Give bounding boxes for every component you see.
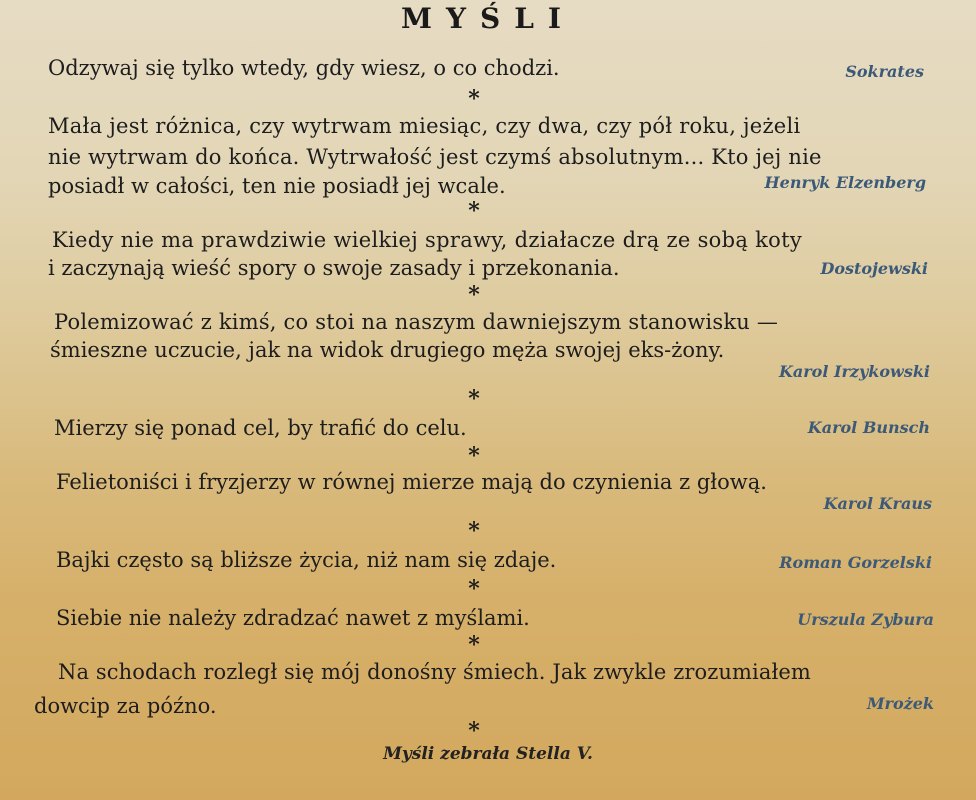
quote-4-author: Karol Irzykowski bbox=[778, 362, 930, 381]
quote-9-line-1: Na schodach rozległ się mój donośny śmiech. Jak zwykle zrozumiałem bbox=[58, 660, 811, 684]
separator-star: * bbox=[468, 282, 480, 308]
quote-3-author: Dostojewski bbox=[820, 259, 928, 278]
quote-4-line-1: Polemizować z kimś, co stoi na naszym dawniejszym stanowisku — bbox=[54, 310, 779, 334]
quote-7-line-1: Bajki często są bliższe życia, niż nam się zdaje. bbox=[56, 548, 557, 572]
quote-2-line-3: posiadł w całości, ten nie posiadł jej wcale. bbox=[48, 174, 506, 198]
quote-6-author: Karol Kraus bbox=[823, 494, 932, 513]
separator-star: * bbox=[468, 718, 480, 744]
quote-1-line-1: Odzywaj się tylko wtedy, gdy wiesz, o co chodzi. bbox=[48, 56, 560, 80]
separator-star: * bbox=[468, 576, 480, 602]
separator-star: * bbox=[468, 443, 480, 469]
page-title: MYŚLI bbox=[401, 2, 575, 35]
footer-credit: Myśli zebrała Stella V. bbox=[383, 744, 593, 764]
quote-6-line-1: Felietoniści i fryzjerzy w równej mierze mają do czynienia z głową. bbox=[56, 470, 767, 494]
separator-star: * bbox=[468, 386, 480, 412]
quote-3-line-1: Kiedy nie ma prawdziwie wielkiej sprawy, działacze drą ze sobą koty bbox=[52, 228, 803, 252]
separator-star: * bbox=[468, 86, 480, 112]
quote-8-author: Urszula Zybura bbox=[797, 610, 934, 629]
quote-7-author: Roman Gorzelski bbox=[779, 553, 932, 572]
quote-2-author: Henryk Elzenberg bbox=[764, 173, 926, 192]
quote-4-line-2: śmieszne uczucie, jak na widok drugiego męża swojej eks-żony. bbox=[50, 338, 725, 362]
quote-2-line-1: Mała jest różnica, czy wytrwam miesiąc, czy dwa, czy pół roku, jeżeli bbox=[48, 114, 801, 138]
quote-5-author: Karol Bunsch bbox=[807, 418, 930, 437]
quote-3-line-2: i zaczynają wieść spory o swoje zasady i przekonania. bbox=[48, 256, 620, 280]
quote-5-line-1: Mierzy się ponad cel, by trafić do celu. bbox=[54, 416, 467, 440]
separator-star: * bbox=[468, 198, 480, 224]
quote-1-author: Sokrates bbox=[845, 62, 924, 81]
quote-9-line-2: dowcip za późno. bbox=[34, 694, 217, 718]
quote-9-author: Mrożek bbox=[866, 694, 934, 713]
separator-star: * bbox=[468, 632, 480, 658]
quote-8-line-1: Siebie nie należy zdradzać nawet z myślami. bbox=[56, 606, 530, 630]
quote-2-line-2: nie wytrwam do końca. Wytrwałość jest czymś absolutnym... Kto jej nie bbox=[48, 145, 822, 169]
separator-star: * bbox=[468, 518, 480, 544]
